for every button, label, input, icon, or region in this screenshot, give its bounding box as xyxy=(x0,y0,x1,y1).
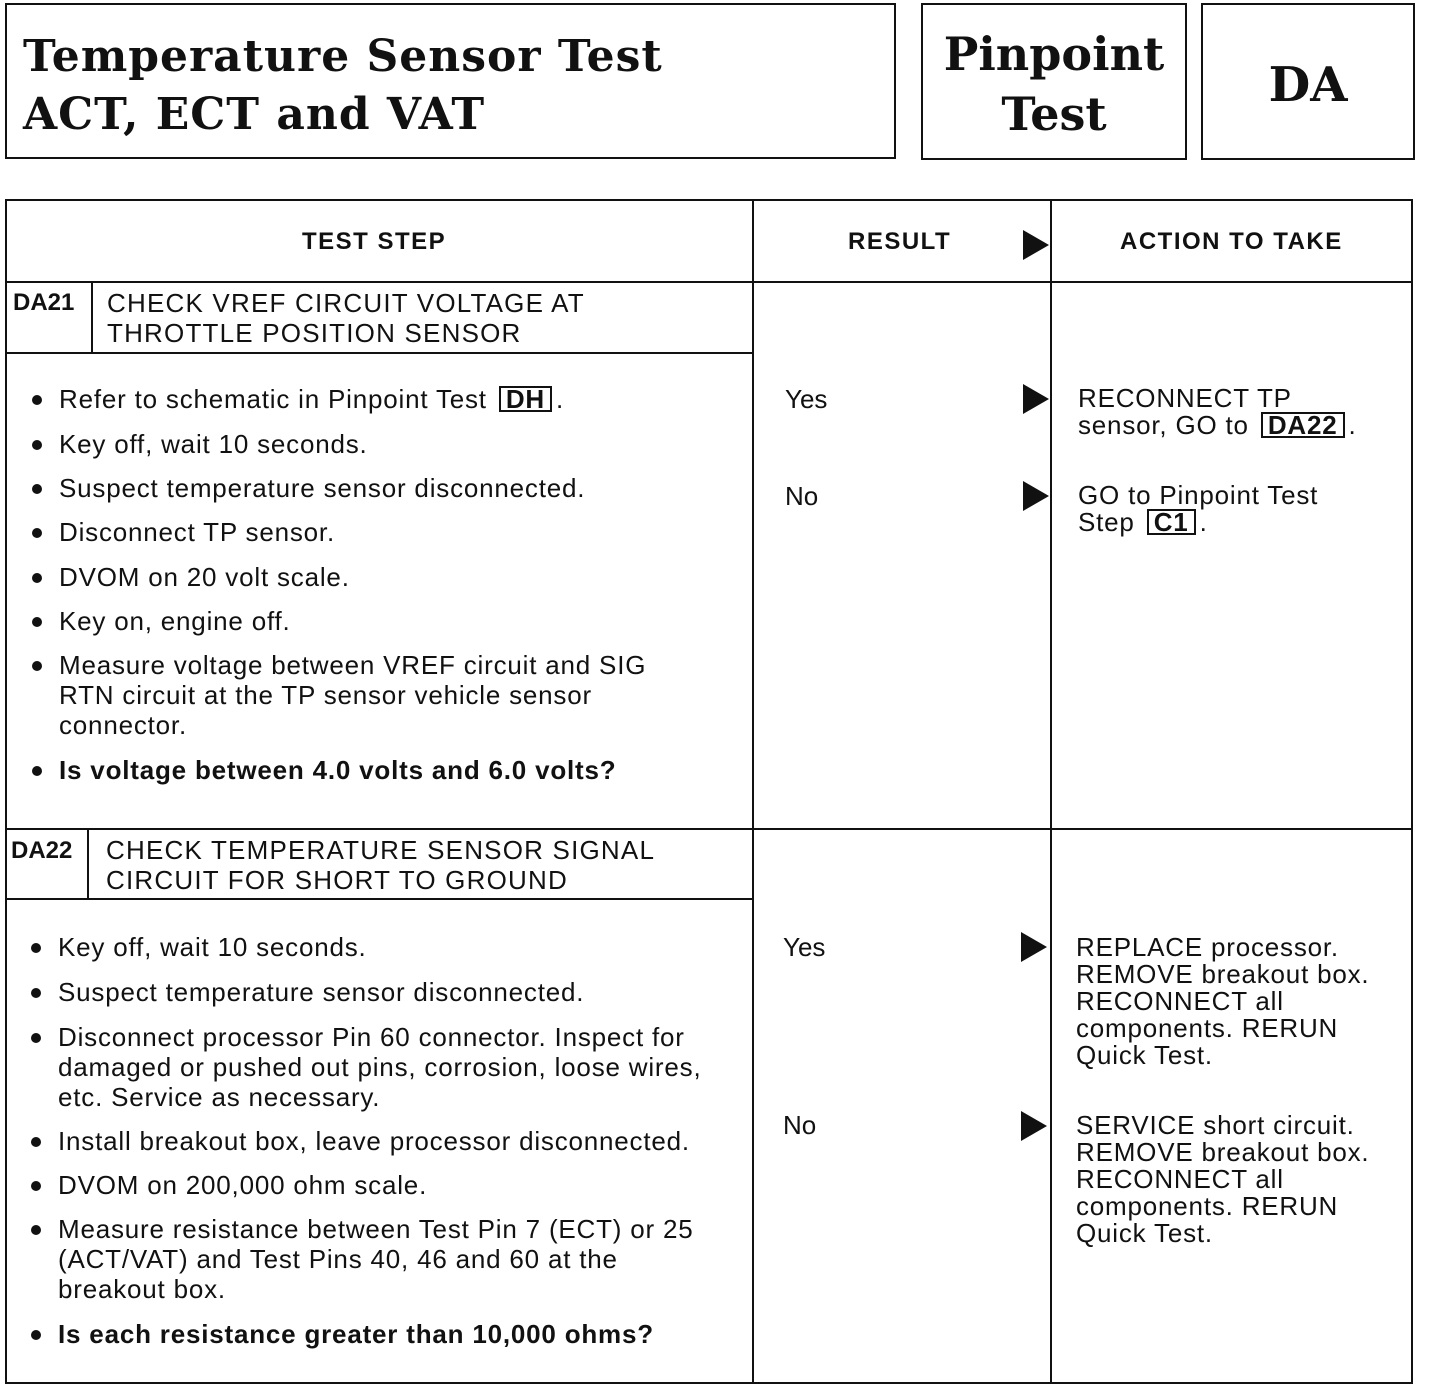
list-item: Key off, wait 10 seconds. xyxy=(29,429,368,459)
action-text: SERVICE short circuit. REMOVE breakout box. RECONNECT all components. RERUN Quick Test. xyxy=(1076,1110,1370,1248)
action-text: RECONNECT TP sensor, GO to DA22 . xyxy=(1078,383,1357,440)
column-divider xyxy=(1050,201,1052,1384)
pinpoint-ref-box: DH xyxy=(499,386,552,412)
step-ref-box: DA22 xyxy=(1261,412,1345,438)
list-item: Suspect temperature sensor disconnected. xyxy=(28,977,584,1007)
action-text: GO to Pinpoint Test Step C1 . xyxy=(1078,480,1319,537)
row-divider xyxy=(7,828,1413,830)
arrow-icon xyxy=(1021,932,1047,962)
list-item: Measure voltage between VREF circuit and SIG RTN circuit at the TP sensor vehicle sensor connector. xyxy=(29,650,699,740)
step-ref-box: C1 xyxy=(1147,509,1196,535)
column-divider xyxy=(752,201,754,1384)
pinpoint-test-box xyxy=(921,3,1187,160)
pinpoint-label: Pinpoint xyxy=(943,27,1165,81)
column-header-test-step: TEST STEP xyxy=(302,228,447,255)
column-header-action: ACTION TO TAKE xyxy=(1120,228,1343,255)
list-item: Is each resistance greater than 10,000 ohms? xyxy=(28,1319,654,1349)
test-code-box xyxy=(1201,3,1415,160)
arrow-icon xyxy=(1023,384,1049,414)
list-item: Suspect temperature sensor disconnected. xyxy=(29,473,585,503)
list-item: Is voltage between 4.0 volts and 6.0 volts? xyxy=(29,755,616,785)
step-title-line: CIRCUIT FOR SHORT TO GROUND xyxy=(106,865,568,895)
list-item: Measure resistance between Test Pin 7 (ECT) or 25 (ACT/VAT) and Test Pins 40, 46 and 60 at the breakout box. xyxy=(28,1214,718,1304)
header-divider xyxy=(7,281,1413,283)
result-yes: Yes xyxy=(783,932,826,962)
step-title-divider xyxy=(7,352,752,354)
list-item: Key on, engine off. xyxy=(29,606,291,636)
step-id-divider xyxy=(87,828,89,899)
test-label: Test xyxy=(1001,87,1107,141)
step-title-line: CHECK TEMPERATURE SENSOR SIGNAL xyxy=(106,835,656,865)
step-id: DA22 xyxy=(11,837,73,864)
arrow-icon xyxy=(1023,230,1049,260)
result-no: No xyxy=(785,481,819,511)
title-box xyxy=(5,3,896,159)
step-title-line: THROTTLE POSITION SENSOR xyxy=(107,318,522,348)
step-title-line: CHECK VREF CIRCUIT VOLTAGE AT xyxy=(107,288,585,318)
list-item: Key off, wait 10 seconds. xyxy=(28,932,367,962)
arrow-icon xyxy=(1023,481,1049,511)
page-subtitle: ACT, ECT and VAT xyxy=(23,89,486,140)
arrow-icon xyxy=(1021,1111,1047,1141)
result-yes: Yes xyxy=(785,384,828,414)
list-item: Install breakout box, leave processor disconnected. xyxy=(28,1126,690,1156)
list-item: Refer to schematic in Pinpoint Test DH . xyxy=(29,384,564,414)
page-title: Temperature Sensor Test xyxy=(23,31,663,82)
step-id: DA21 xyxy=(13,289,75,316)
test-code: DA xyxy=(1268,57,1348,113)
action-text: REPLACE processor. REMOVE breakout box. RECONNECT all components. RERUN Quick Test. xyxy=(1076,932,1370,1070)
step-id-divider xyxy=(91,281,93,353)
list-item: Disconnect TP sensor. xyxy=(29,517,335,547)
list-item: DVOM on 20 volt scale. xyxy=(29,562,350,592)
result-no: No xyxy=(783,1110,817,1140)
list-item: Disconnect processor Pin 60 connector. Inspect for damaged or pushed out pins, corrosion, loose wires, etc. Service as necessary. xyxy=(28,1022,718,1112)
test-table xyxy=(5,199,1413,1384)
list-item: DVOM on 200,000 ohm scale. xyxy=(28,1170,427,1200)
column-header-result: RESULT xyxy=(848,228,952,255)
step-title-divider xyxy=(7,898,752,900)
